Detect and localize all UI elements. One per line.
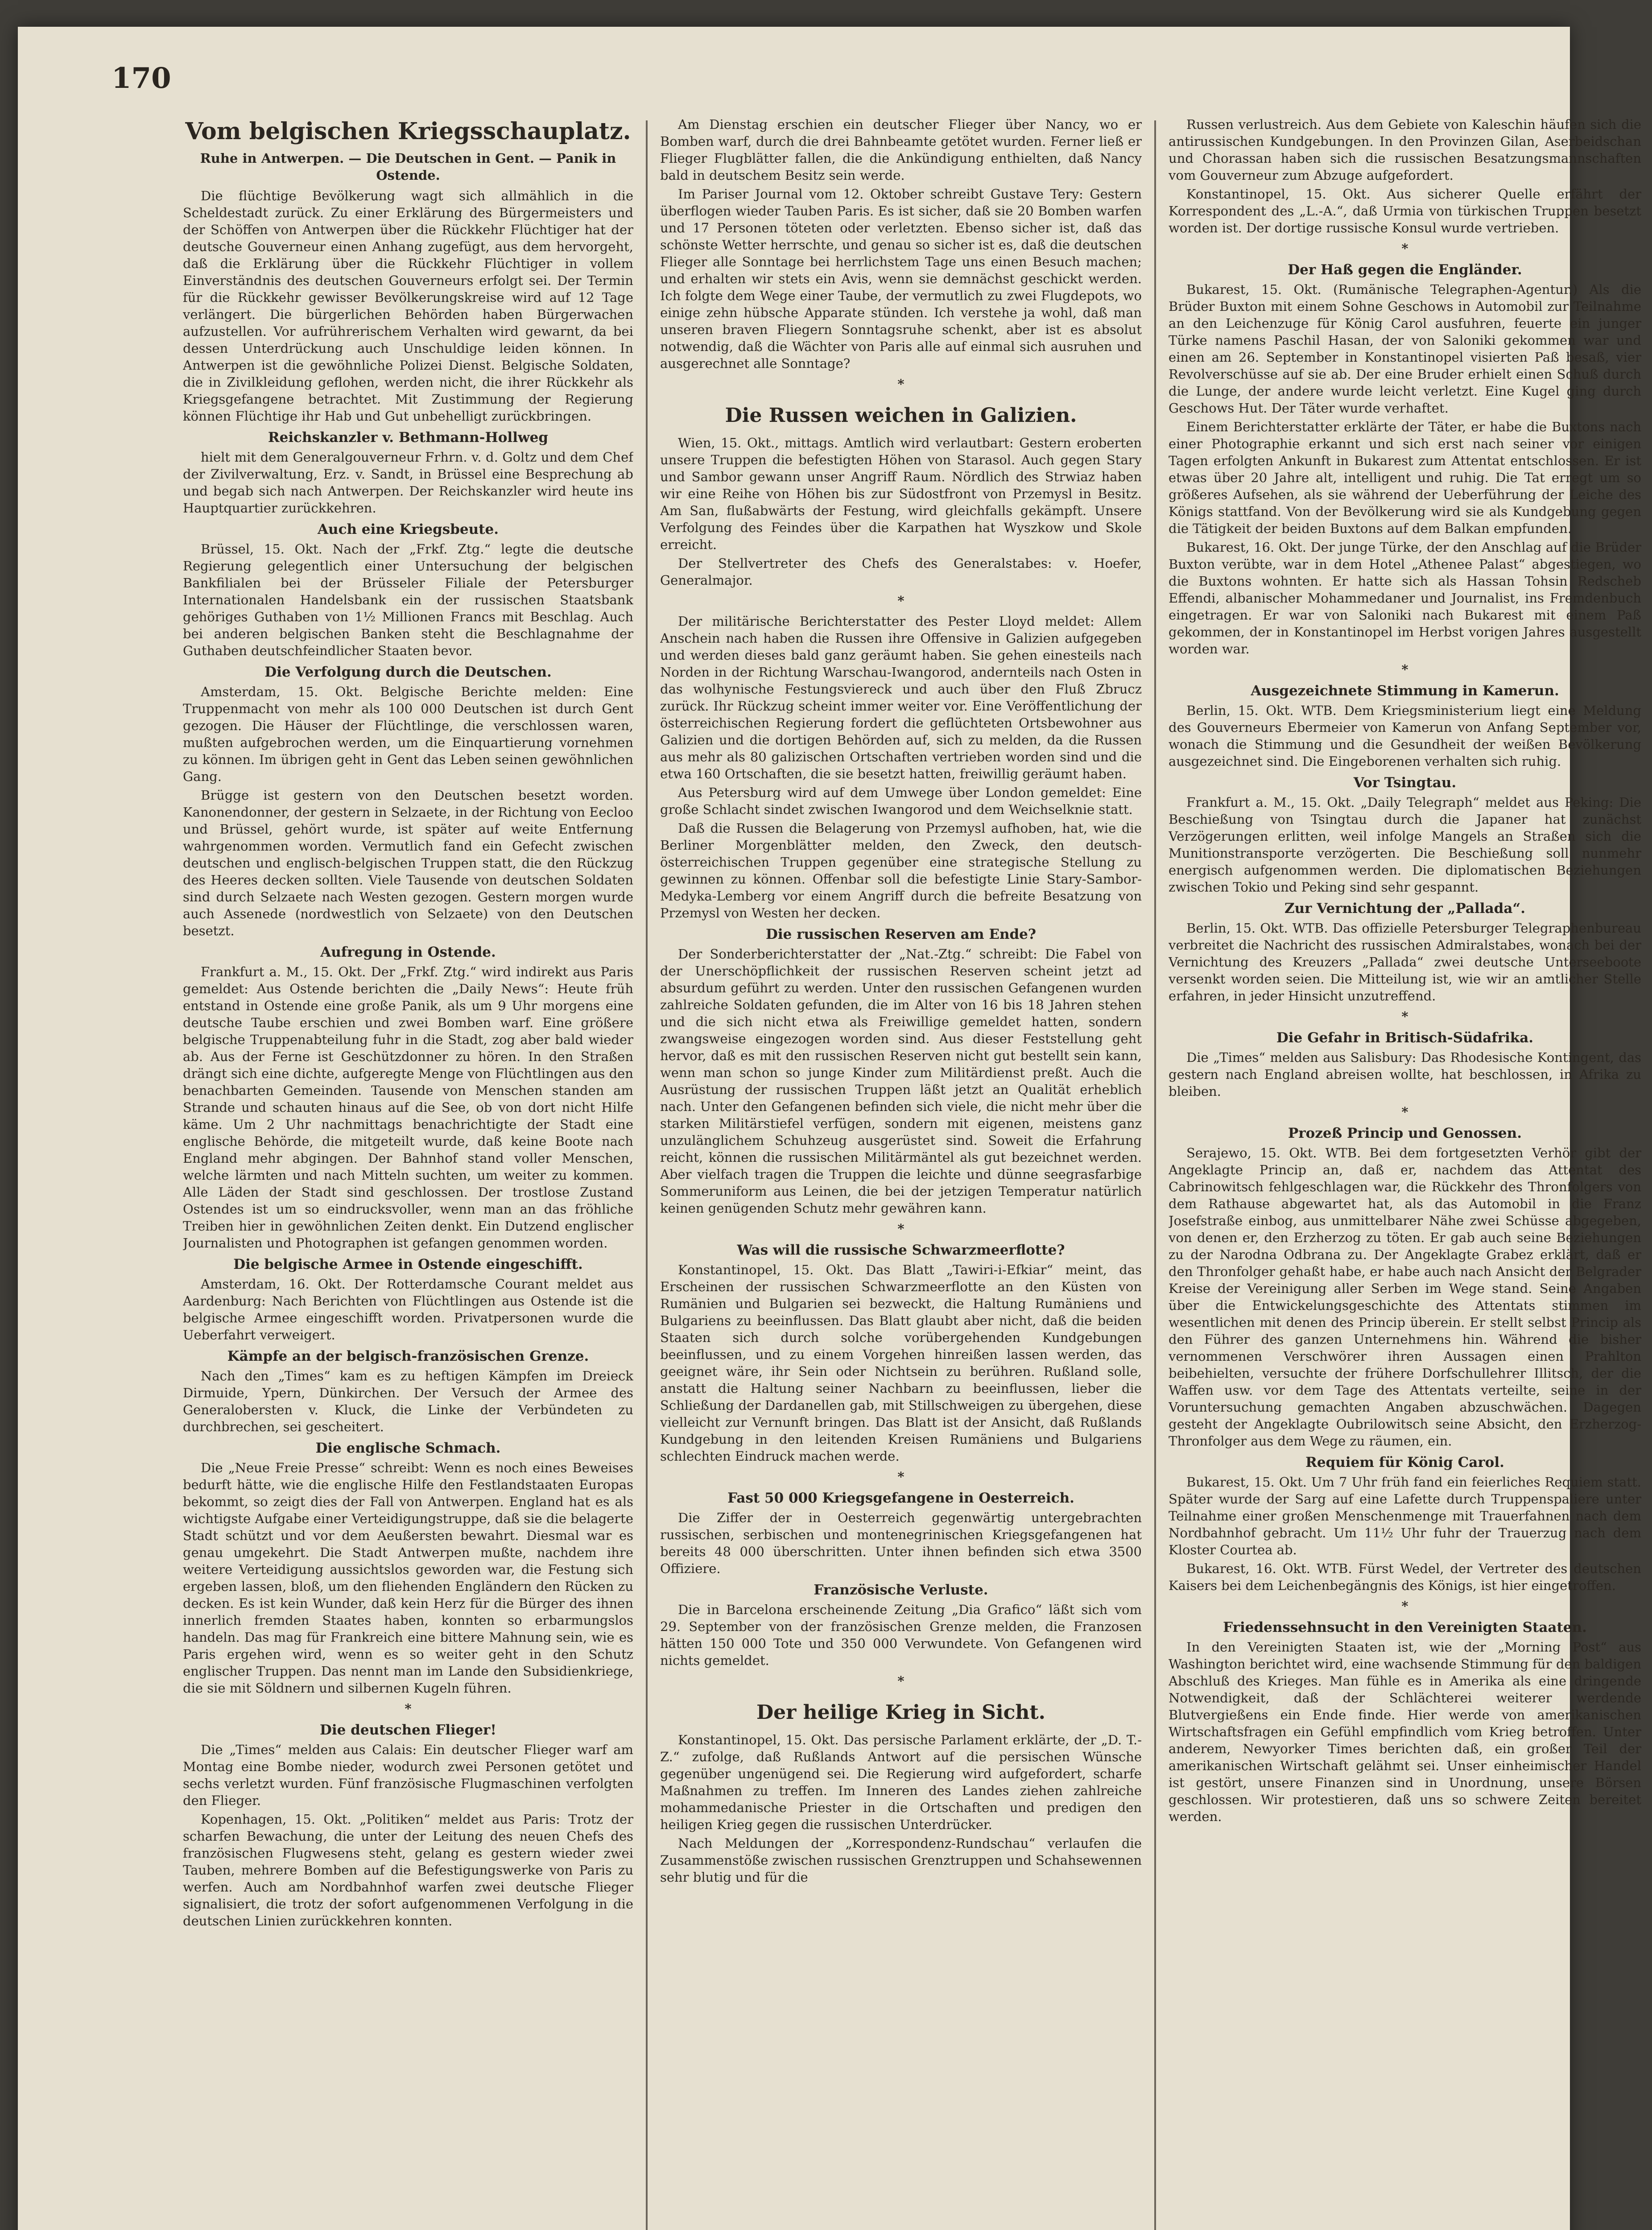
paragraph: Brüssel, 15. Okt. Nach der „Frkf. Ztg.“ legte die deutsche Regierung gelegentlich einer Untersuchung der belgischen Bankfilialen bei der Brüsseler Filiale der Petersburger Internationalen Handelsbank ein der russischen Staatsbank gehöriges Guthaben von 1½ Millionen Francs mit Beschlag. Auch bei anderen belgischen Banken steht die Beschlagnahme der Guthaben deutschfeindlicher Staaten bevor. xyxy=(183,541,633,658)
article-heading: Prozeß Princip und Genossen. xyxy=(1288,1125,1522,1141)
paragraph: Am Dienstag erschien ein deutscher Flieger über Nancy, wo er Bomben warf, durch die drei Bahnbeamte getötet wurden. Ferner ließ er Flieger Flugblätter fallen, die die Ankündigung enthielten, daß Nancy bald in deutschem Besitz sein werde. xyxy=(660,117,1142,183)
paragraph: Die „Neue Freie Presse“ schreibt: Wenn es noch eines Beweises bedurft hätte, wie die englische Hilfe den Festlandstaaten Europas bekommt, so zeigt dies der Fall von Antwerpen. England hat es als wichtigste Aufgabe einer Verteidigungstruppe, daß sie die belagerte Stadt schützt und vor dem Aeußersten bewahrt. Diesmal war es genau umgekehrt. Die Stadt Antwerpen mußte, nachdem ihre weitere Verteidigung aussichtslos geworden war, die Festung sich ergeben lassen, bloß, um den fliehenden Engländern den Rücken zu decken. Es ist kein Wunder, daß kein Herz für die Bürger des ihnen innerlich fremden Staates haben, konnten so erbarmungslos handeln. Das mag für Frankreich eine bittere Mahnung sein, wie es Paris ergehen wird, wenn es so weiter geht in den Schutz englischer Truppen. Das nennt man im Lande den Subsidienkriege, die sie mit Söldnern und silbernen Kugeln führen. xyxy=(183,1460,633,1696)
paragraph: Bukarest, 15. Okt. Um 7 Uhr früh fand ein feierliches Requiem statt. Später wurde der Sarg auf eine Lafette durch Truppenspaliere unter Teilnahme einer großen Menschenmenge mit Trauerfahnen nach dem Nordbahnhof gebracht. Um 11½ Uhr fuhr der Trauerzug nach dem Kloster Courtea ab. xyxy=(1169,1474,1641,1557)
paragraph: Die flüchtige Bevölkerung wagt sich allmählich in die Scheldestadt zurück. Zu einer Erklärung des Bürgermeisters und der Schöffen von Antwerpen über die Rückkehr Flüchtiger hat der deutsche Gouverneur einen Anhang zugefügt, aus dem hervorgeht, daß die Erklärung über die Rückkehr Flüchtiger in vollem Einverständnis des deutschen Gouverneurs erfolgt sei. Der Termin für die Rückkehr gewisser Bevölkerungskreise wird auf 12 Tage verlängert. Die bürgerlichen Behörden haben Bürgerwachen aufzustellen. Vor aufrührerischem Verhalten wird gewarnt, da bei dessen Unterdrückung auch Unschuldige leiden können. In Antwerpen ist die gewöhnliche Polizei Dienst. Belgische Soldaten, die in Zivilkleidung geflohen, werden nicht, die ihrer Rückkehr als Kriegsgefangene betrachtet. Mit Zustimmung der Regierung können Flüchtige ihr Hab und Gut unbehelligt zurückbringen. xyxy=(183,188,633,424)
article-heading: Die Verfolgung durch die Deutschen. xyxy=(264,664,552,680)
separator-star: * xyxy=(897,1469,904,1484)
column-rule xyxy=(646,120,648,2230)
column-1 xyxy=(183,116,633,2230)
paragraph: Die „Times“ melden aus Salisbury: Das Rhodesische Kontingent, das gestern nach England abreisen wollte, hat beschlossen, in Afrika zu bleiben. xyxy=(1169,1050,1641,1099)
paragraph: Im Pariser Journal vom 12. Oktober schreibt Gustave Tery: Gestern überflogen wieder Tauben Paris. Es ist sicher, daß sie 20 Bomben warfen und 17 Personen töteten oder verletzten. Ebenso sicher ist, daß das schönste Wetter herrschte, und genau so sicher ist es, daß die deutschen Flieger alle Sonntage bei herrlichstem Tage uns einen Besuch machen; und erhalten wir stets ein Avis, wenn sie demnächst geschickt werden. Ich folgte dem Wege einer Taube, der vermutlich zu zwei Flugdepots, wo einige zehn hübsche Apparate stünden. Ich verstehe ja wohl, daß man unseren braven Fliegern Sonntagsruhe schenkt, aber ist es absolut notwendig, daß die Wächter von Paris alle auf einmal sich ausruhen und ausgerechnet alle Sonntage? xyxy=(660,186,1142,371)
article-heading: Die belgische Armee in Ostende eingeschifft. xyxy=(233,1256,583,1272)
paragraph: Konstantinopel, 15. Okt. Das persische Parlament erklärte, der „D. T.-Z.“ zufolge, daß Rußlands Antwort auf die persischen Wünsche gegenüber ungenügend sei. Die Regierung wird aufgefordert, scharfe Maßnahmen zu treffen. Im Inneren des Landes ziehen zahlreiche mohammedanische Priester in die Ortschaften und predigen den heiligen Krieg gegen die russischen Unterdrücker. xyxy=(660,1732,1142,1832)
paragraph: Die in Barcelona erscheinende Zeitung „Dia Grafico“ läßt sich vom 29. September von der französischen Grenze melden, die Franzosen hätten 150 000 Tote und 350 000 Verwundete. Von Gefangenen wird nichts gemeldet. xyxy=(660,1602,1142,1668)
paragraph: Amsterdam, 16. Okt. Der Rotterdamsche Courant meldet aus Aardenburg: Nach Berichten von Flüchtlingen aus Ostende ist die belgische Armee eingeschifft worden. Privatpersonen wurde die Ueberfahrt verweigert. xyxy=(183,1276,633,1342)
article-headline: Vom belgischen Kriegsschauplatz. xyxy=(185,118,631,145)
paragraph: Serajewo, 15. Okt. WTB. Bei dem fortgesetzten Verhör gibt der Angeklagte Princip an, daß er, nachdem das Attentat des Cabrinowitsch fehlgeschlagen war, die Rückkehr des Thronfolgers von dem Rathause abgewartet hat, als das Automobil in die Franz Josefstraße einbog, aus unmittelbarer Nähe zwei Schüsse abgegeben, von denen er, den Erzherzog zu töten. Er gab auch seine Beziehungen zu der Narodna Odbrana zu. Der Angeklagte Grabez erklärt, daß er den Thronfolger gehaßt habe, er habe auch nach Ansicht der Belgrader Kreise der Vereinigung aller Serben im Wege stand. Seine Angaben über die Entwickelungsgeschichte des Attentats stimmen im wesentlichen mit denen des Princip überein. Er stellt selbst Princip als den Führer des ganzen Unternehmens hin. Während die bisher vernommenen Verschwörer ihren Aussagen einen Prahlton beibehielten, versuchte der frühere Dorfschullehrer Illitsch, der die Waffen usw. vor dem Tage des Attentats verteilte, seine in der Voruntersuchung gemachten Angaben abzuschwächen. Dagegen gesteht der Angeklagte Oubrilowitsch seine Absicht, den Erzherzog-Thronfolger aus dem Wege zu räumen, ein. xyxy=(1169,1145,1641,1449)
paragraph: Konstantinopel, 15. Okt. Aus sicherer Quelle erfährt der Korrespondent des „L.-A.“, daß Urmia von türkischen Truppen besetzt worden ist. Der dortige russische Konsul wurde vertrieben. xyxy=(1169,186,1641,235)
article-heading: Ausgezeichnete Stimmung in Kamerun. xyxy=(1251,683,1559,699)
section-headline: Der heilige Krieg in Sicht. xyxy=(756,1701,1045,1724)
article-heading: Die deutschen Flieger! xyxy=(320,1722,496,1738)
paragraph: Der Sonderberichterstatter der „Nat.-Ztg.“ schreibt: Die Fabel von der Unerschöpflichkeit der russischen Reserven scheint jetzt ad absurdum geführt zu werden. Unter den russischen Gefangenen wurden zahlreiche Soldaten gefunden, die im Alter von 16 bis 18 Jahren stehen und die sich nicht etwa als Freiwillige gemeldet hatten, sondern zwangsweise eingezogen worden sind. Aus dieser Feststellung geht hervor, daß es mit den russischen Reserven nicht gut bestellt sein kann, wenn man schon so junge Kinder zum Militärdienst preßt. Auch die Ausrüstung der russischen Truppen läßt jetzt an Qualität erheblich nach. Unter den Gefangenen befinden sich viele, die nicht mehr über die starken Militärstiefel verfügen, sondern mit eigenen, meistens ganz unzulänglichem Schuhzeug ausgerüstet sind. Soweit die Erfahrung reicht, können die russischen Militärmäntel als gut bezeichnet werden. Aber vielfach tragen die Truppen die leichte und dünne seegrasfarbige Sommeruniform aus Leinen, die bei der jetzigen Temperatur natürlich keinen genügenden Schutz mehr gewähren kann. xyxy=(660,946,1142,1216)
paragraph: Der Stellvertreter des Chefs des Generalstabes: v. Hoefer, Generalmajor. xyxy=(660,556,1142,588)
paragraph: Berlin, 15. Okt. WTB. Das offizielle Petersburger Telegraphenbureau verbreitet die Nachricht des russischen Admiralstabes, wonach bei der Vernichtung des Kreuzers „Pallada“ zwei deutsche Unterseeboote versenkt worden seien. Die Mitteilung ist, wie wir an amtlicher Stelle erfahren, in jeder Hinsicht unzutreffend. xyxy=(1169,921,1641,1004)
paragraph: Wien, 15. Okt., mittags. Amtlich wird verlautbart: Gestern eroberten unsere Truppen die befestigten Höhen von Starasol. Auch gegen Stary und Sambor gewann unser Angriff Raum. Nördlich des Strwiaz haben wir eine Reihe von Höhen bis zur Südostfront von Przemysl in Besitz. Am San, flußabwärts der Festung, wird gleichfalls gekämpft. Unsere Verfolgung des Feindes über die Karpathen hat Wyszkow und Skole erreicht. xyxy=(660,435,1142,552)
paragraph: Frankfurt a. M., 15. Okt. Der „Frkf. Ztg.“ wird indirekt aus Paris gemeldet: Aus Ostende berichten die „Daily News“: Heute früh entstand in Ostende eine große Panik, als um 9 Uhr morgens eine deutsche Taube erschien und zwei Bomben warf. Eine größere belgische Truppenabteilung fuhr in die Stadt, zog aber bald wieder ab. Aus der Ferne ist Geschützdonner zu hören. In den Straßen drängt sich eine dichte, aufgeregte Menge von Flüchtlingen aus den benachbarten Gemeinden. Tausende von Menschen standen am Strande und schauten hinaus auf die See, ob von dort nicht Hilfe käme. Um 2 Uhr nachmittags benachrichtigte der Stadt eine englische Behörde, die mitgeteilt wurde, daß keine Boote nach England mehr abgingen. Der Bahnhof stand voller Menschen, welche lärmten und nach Mitteln suchten, um weiter zu kommen. Alle Läden der Stadt sind geschlossen. Der trostlose Zustand Ostendes ist um so eindrucksvoller, wenn man an das fröhliche Treiben hier in gewöhnlichen Zeiten denkt. Ein Dutzend englischer Journalisten und Photographen ist gefangen genommen worden. xyxy=(183,964,633,1251)
column-3 xyxy=(1169,116,1641,2230)
article-heading: Fast 50 000 Kriegsgefangene in Oesterreich. xyxy=(727,1490,1074,1506)
paragraph: Der militärische Berichterstatter des Pester Lloyd meldet: Allem Anschein nach haben die Russen ihre Offensive in Galizien aufgegeben und werden dieses bald ganz geräumt haben. Sie gehen einesteils nach Norden in der Richtung Warschau-Iwangorod, andernteils nach Osten in das wolhynische Festungsviereck und auch über den Fluß Zbrucz zurück. Ihr Rückzug scheint immer weiter vor. Eine Veröffentlichung der österreichischen Regierung fordert die geflüchteten Ortsbewohner aus Galizien und die dortigen Behörden auf, sich zu melden, da die Russen aus mehr als 80 galizischen Ortschaften vertrieben worden sind und die etwa 160 Ortschaften, die sie besetzt hatten, freiwillig geräumt haben. xyxy=(660,614,1142,781)
column-2 xyxy=(660,116,1142,2230)
separator-star: * xyxy=(1401,662,1408,677)
paragraph: Kopenhagen, 15. Okt. „Politiken“ meldet aus Paris: Trotz der scharfen Bewachung, die unter der Leitung des neuen Chefs des französischen Flugwesens steht, gelang es gestern wieder zwei Tauben, mehrere Bomben auf die Befestigungswerke von Paris zu werfen. Auch am Nordbahnhof warfen zwei deutsche Flieger signalisiert, die trotz der sofort aufgenommenen Verfolgung in die deutschen Linien zurückkehren konnten. xyxy=(183,1812,633,1929)
paragraph: Brügge ist gestern von den Deutschen besetzt worden. Kanonendonner, der gestern in Selzaete, in der Richtung von Eecloo und Brüssel, gehört wurde, ist später auf weite Entfernung wahrgenommen worden. Vermutlich fand ein Gefecht zwischen deutschen und englisch-belgischen Truppen statt, die den Rückzug des Heeres decken sollten. Viele Tausende von deutschen Soldaten sind durch Selzaete nach Westen gezogen. Gestern morgen wurde auch Assenede (nordwestlich von Selzaete) von den Deutschen besetzt. xyxy=(183,788,633,938)
section-headline: Die Russen weichen in Galizien. xyxy=(725,404,1077,427)
paragraph: In den Vereinigten Staaten ist, wie der „Morning Post“ aus Washington berichtet wird, eine wachsende Stimmung für den baldigen Abschluß des Krieges. Man fühle es in Amerika als eine dringende Notwendigkeit, daß der Schlächterei weiterer werdende Blutvergießens ein Ende finde. Hier werde von amerikanischen Wirtschaftsfragen ein Gefühl empfindlich vom Krieg betroffen. Unter anderem, Newyorker Times berichten daß, ein großer Teil der amerikanischen Wirtschaft gelähmt sei. Unser einheimischer Handel ist gestört, unsere Finanzen sind in Unordnung, unsere Börsen geschlossen. Wir protestieren, daß uns so schwere Zeiten bereitet werden. xyxy=(1169,1639,1641,1824)
article-heading: Vor Tsingtau. xyxy=(1353,775,1457,791)
separator-star: * xyxy=(1401,241,1408,256)
article-heading: Kämpfe an der belgisch-französischen Grenze. xyxy=(227,1348,589,1364)
separator-star: * xyxy=(897,1221,904,1236)
paragraph: Aus Petersburg wird auf dem Umwege über London gemeldet: Eine große Schlacht sindet zwischen Iwangorod und dem Weichselknie statt. xyxy=(660,785,1142,817)
paragraph: Berlin, 15. Okt. WTB. Dem Kriegsministerium liegt eine Meldung des Gouverneurs Ebermeier von Kamerun von Anfang September vor, wonach die Stimmung und die Gesundheit der weißen Bevölkerung ausgezeichnet sind. Die Eingeborenen verhalten sich ruhig. xyxy=(1169,703,1641,769)
paragraph: Russen verlustreich. Aus dem Gebiete von Kaleschin häufen sich die antirussischen Kundgebungen. In den Provinzen Gilan, Aserbeidschan und Chorassan haben sich die russischen Besatzungsmannschaften vom Gouverneur zum Abzuge aufgefordert. xyxy=(1169,117,1641,183)
paragraph: Einem Berichterstatter erklärte der Täter, er habe die Buxtons nach einer Photographie erkannt und sich erst nach seiner vor einigen Tagen erfolgten Ankunft in Bukarest zum Attentat entschlossen. Er ist etwas über 20 Jahre alt, intelligent und ruhig. Die Tat erregt um so größeres Aufsehen, als sie während der Ueberführung der Leiche des Königs stattfand. Von der Bevölkerung wird sie als Kundgebung gegen die Tätigkeit der beiden Buxtons auf dem Balkan empfunden. xyxy=(1169,419,1641,536)
newspaper-page xyxy=(18,27,1641,2230)
paragraph: Bukarest, 16. Okt. WTB. Fürst Wedel, der Vertreter des deutschen Kaisers bei dem Leichenbegängnis des Königs, ist hier eingetroffen. xyxy=(1169,1561,1641,1593)
article-heading: Der Haß gegen die Engländer. xyxy=(1288,262,1522,278)
separator-star: * xyxy=(1401,1104,1408,1119)
paragraph: Konstantinopel, 15. Okt. Das Blatt „Tawiri-i-Efkiar“ meint, das Erscheinen der russischen Schwarzmeerflotte an den Küsten von Rumänien und Bulgarien sei bezweckt, die Haltung Rumäniens und Bulgariens zu beeinflussen. Das Blatt glaubt aber nicht, daß die beiden Staaten sich durch solche vorübergehenden Kundgebungen beeinflussen, und zu einem Vorgehen hinreißen lassen werden, das geeignet wäre, ihr Sein oder Nichtsein zu berühren. Rußland solle, anstatt die Haltung seiner Nachbarn zu beeinflussen, lieber die Schließung der Dardanellen gab, mit Stillschweigen zu übergehen, diese vielleicht zur Vernunft bringen. Das Blatt ist der Ansicht, daß Rußlands Kundgebung in den leitenden Kreisen Rumäniens und Bulgariens schlechten Eindruck machen werde. xyxy=(660,1262,1142,1464)
paragraph: Amsterdam, 15. Okt. Belgische Berichte melden: Eine Truppenmacht von mehr als 100 000 Deutschen ist durch Gent gezogen. Die Häuser der Flüchtlinge, die verschlossen waren, mußten aufgebrochen werden, um die Einquartierung vornehmen zu können. Im übrigen geht in Gent das Leben seinen gewöhnlichen Gang. xyxy=(183,684,633,784)
article-heading: Die Gefahr in Britisch-Südafrika. xyxy=(1276,1030,1534,1046)
article-heading: Requiem für König Carol. xyxy=(1305,1454,1504,1470)
paragraph: Die Ziffer der in Oesterreich gegenwärtig untergebrachten russischen, serbischen und montenegrinischen Kriegsgefangenen hat bereits 48 000 überschritten. Unter ihnen befinden sich etwa 3500 Offiziere. xyxy=(660,1510,1142,1576)
paragraph: Nach den „Times“ kam es zu heftigen Kämpfen im Dreieck Dirmuide, Ypern, Dünkirchen. Der Versuch der Armee des Generalobersten v. Kluck, die Linke der Verbündeten zu durchbrechen, sei gescheitert. xyxy=(183,1368,633,1434)
paragraph: Nach Meldungen der „Korrespondenz-Rundschau“ verlaufen die Zusammenstöße zwischen russischen Grenztruppen und Schahsewennen sehr blutig und für die xyxy=(660,1836,1142,1885)
paragraph: Bukarest, 15. Okt. (Rumänische Telegraphen-Agentur.) Als die Brüder Buxton mit einem Sohne Geschows in Automobil zur Teilnahme an den Leichenzuge für König Carol ausfuhren, feuerte ein junger Türke namens Paschil Hasan, der von Saloniki gekommen war und einen am 26. September in Konstantinopel visierten Paß besaß, vier Revolverschüsse auf sie ab. Der eine Bruder erhielt einen Schuß durch die Lunge, der andere wurde leicht verletzt. Eine Kugel ging durch Geschows Hut. Der Täter wurde verhaftet. xyxy=(1169,282,1641,416)
separator-star: * xyxy=(1401,1598,1408,1614)
article-heading: Auch eine Kriegsbeute. xyxy=(317,521,499,537)
separator-star: * xyxy=(897,593,904,608)
article-heading: Die russischen Reserven am Ende? xyxy=(765,926,1037,942)
paragraph: Daß die Russen die Belagerung von Przemysl aufhoben, hat, wie die Berliner Morgenblätter melden, den Zweck, den deutsch-österreichischen Truppen gegenüber eine strategische Stellung zu gewinnen zu können. Offenbar soll die befestigte Linie Stary-Sambor-Medyka-Lemberg vor einem Angriff durch die befreite Besatzung von Przemysl von Westen her decken. xyxy=(660,821,1142,921)
paragraph: Die „Times“ melden aus Calais: Ein deutscher Flieger warf am Montag eine Bombe nieder, wodurch zwei Personen getötet und sechs verletzt wurden. Fünf französische Flugmaschinen verfolgten den Flieger. xyxy=(183,1742,633,1808)
article-heading: Aufregung in Ostende. xyxy=(320,944,496,960)
separator-star: * xyxy=(1401,1009,1408,1024)
paragraph: Frankfurt a. M., 15. Okt. „Daily Telegraph“ meldet aus Peking: Die Beschießung von Tsingtau durch die Japaner hat zunächst Verzögerungen erlitten, weil infolge Mangels an Straßen sich die Munitionstransporte verzögerten. Die Beschießung soll nunmehr energisch aufgenommen werden. Die diplomatischen Beziehungen zwischen Tokio und Peking sind sehr gespannt. xyxy=(1169,795,1641,895)
column-rule xyxy=(1154,120,1156,2230)
paragraph: hielt mit dem Generalgouverneur Frhrn. v. d. Goltz und dem Chef der Zivilverwaltung, Erz. v. Sandt, in Brüssel eine Besprechung ab und begab sich nach Antwerpen. Der Reichskanzler wird heute ins Hauptquartier zurückkehren. xyxy=(183,450,633,516)
article-heading: Reichskanzler v. Bethmann-Hollweg xyxy=(268,429,549,446)
article-heading: Die englische Schmach. xyxy=(315,1440,501,1456)
article-heading: Zur Vernichtung der „Pallada“. xyxy=(1284,900,1526,917)
separator-star: * xyxy=(897,1673,904,1689)
article-heading: Was will die russische Schwarzmeerflotte? xyxy=(737,1242,1065,1258)
article-heading: Französische Verluste. xyxy=(814,1582,988,1598)
paragraph: Bukarest, 16. Okt. Der junge Türke, der den Anschlag auf die Brüder Buxton verübte, war in dem Hotel „Athenee Palast“ abgestiegen, wo die Buxtons wohnten. Er hatte sich als Hassan Tohsin Redscheb Effendi, albanischer Mohammedaner und Journalist, ins Fremdenbuch eingetragen. Er war von Saloniki nach Bukarest mit einem Paß gekommen, der in Konstantinopel im Herbst vorigen Jahres ausgestellt worden war. xyxy=(1169,540,1641,657)
separator-star: * xyxy=(897,376,904,392)
page-number: 170 xyxy=(112,62,171,95)
article-heading: Friedenssehnsucht in den Vereinigten Staaten. xyxy=(1223,1619,1587,1635)
separator-star: * xyxy=(405,1701,412,1716)
article-subheading: Ruhe in Antwerpen. — Die Deutschen in Gent. — Panik in Ostende. xyxy=(200,151,616,183)
